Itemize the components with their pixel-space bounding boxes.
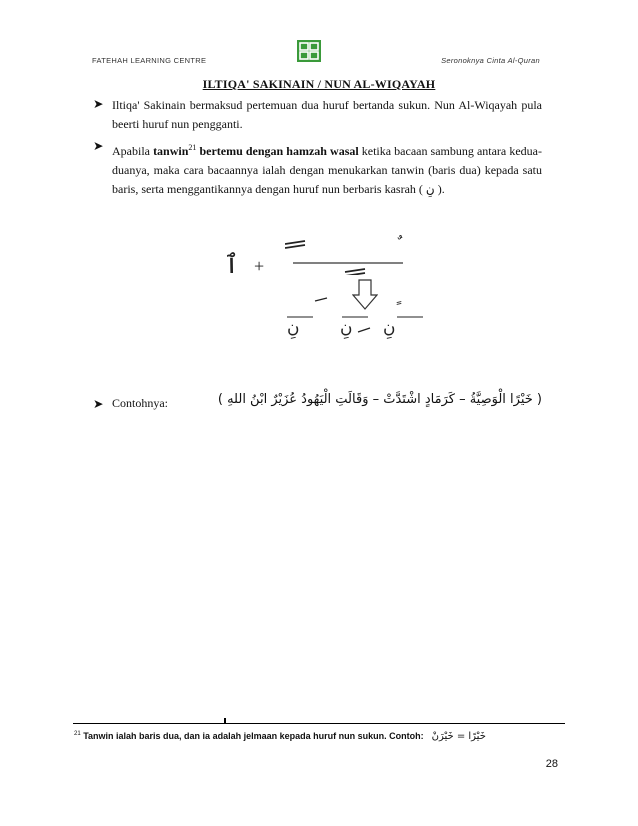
rule-rest: ketika bacaan sambung antara kedua-duanya, maka cara bacaannya ialah dengan menukarkan tanwin (baris dua) kepada satu baris, serta menggantikannya dengan huruf nun berbaris kasrah (: [112, 144, 542, 196]
logo-icon: [297, 40, 321, 62]
page-number: 28: [545, 758, 558, 770]
rule-arabic-nun: نِ: [425, 182, 435, 196]
diagram-plus: +: [254, 256, 265, 276]
diagram-nun-3: نِ: [383, 318, 396, 338]
diagram-nun-2: نِ: [340, 318, 353, 338]
rule-end: ).: [434, 182, 445, 196]
paragraph-rule: [112, 138, 542, 199]
footnote-ref: 21: [188, 143, 197, 152]
bullet-arrow-icon: ➤: [93, 97, 104, 111]
diagram-fathah-small: [356, 325, 372, 335]
bullet-arrow-icon: ➤: [93, 397, 104, 411]
bullet-arrow-icon: ➤: [93, 139, 104, 153]
diagram-alif: ٱ: [224, 250, 240, 280]
footnote-separator: [73, 723, 565, 724]
example-label: Contohnya:: [112, 396, 168, 410]
rule-bold-hamzah: bertemu dengan hamzah wasal: [196, 144, 359, 158]
rule-bold-tanwin: tanwin: [153, 144, 189, 158]
footnote-number: 21: [74, 731, 81, 737]
footnote-arabic: خَيْرًا = خَيْرَنْ: [431, 731, 486, 742]
rule-prefix: Apabila: [112, 144, 154, 158]
diagram-nun-1: نِ: [287, 318, 300, 338]
header-right-text: Seronoknya Cinta Al-Quran: [441, 56, 540, 65]
header-left-text: FATEHAH LEARNING CENTRE: [92, 56, 207, 65]
example-arabic: ( خَيْرًا الْوَصِيَّةُ – كَرَمَادٍ اشْتَدَّتْ – وَقَالَتِ الْيَهُودُ عُزَيْرٌ ابْنُ اللهِ ): [217, 392, 542, 407]
diagram-tanwin-marks: [285, 235, 415, 275]
footnote-text: Tanwin ialah baris dua, dan ia adalah jelmaan kepada huruf nun sukun. Contoh:: [83, 731, 424, 741]
diagram-fathah-lines: [285, 295, 435, 325]
footnote: [74, 731, 486, 742]
paragraph-definition: Iltiqa' Sakinain bermaksud pertemuan dua huruf bertanda sukun. Nun Al-Wiqayah pula beerti huruf nun pengganti.: [112, 98, 542, 131]
page-title: ILTIQA' SAKINAIN / NUN AL-WIQAYAH: [202, 77, 436, 91]
